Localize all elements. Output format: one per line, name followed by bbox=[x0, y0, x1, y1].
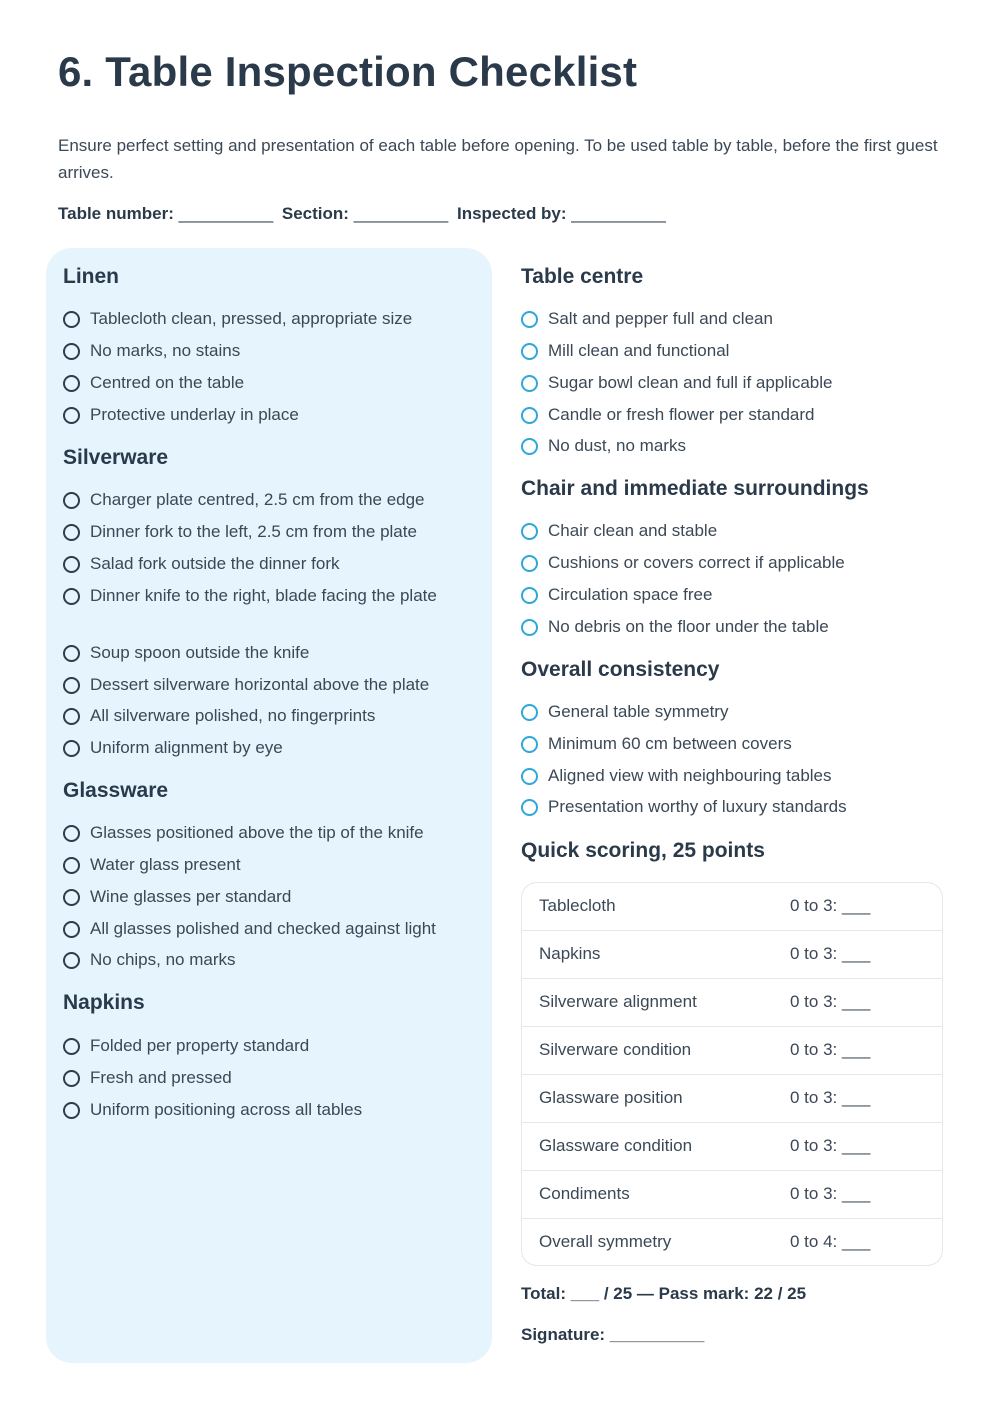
checkbox-circle-icon[interactable] bbox=[63, 921, 80, 938]
checklist-item[interactable]: Folded per property standard bbox=[63, 1033, 490, 1059]
checkbox-circle-icon[interactable] bbox=[521, 438, 538, 455]
checkbox-circle-icon[interactable] bbox=[63, 524, 80, 541]
score-field[interactable]: 0 to 4: ___ bbox=[790, 1232, 871, 1251]
section-heading-silverware: Silverware bbox=[63, 446, 169, 469]
checklist-item[interactable]: Dinner fork to the left, 2.5 cm from the plate bbox=[63, 519, 490, 545]
checkbox-circle-icon[interactable] bbox=[521, 768, 538, 785]
checkbox-circle-icon[interactable] bbox=[63, 343, 80, 360]
score-label: Glassware condition bbox=[539, 1136, 693, 1155]
checkbox-circle-icon[interactable] bbox=[521, 375, 538, 392]
checklist-item[interactable]: Soup spoon outside the knife bbox=[63, 640, 490, 666]
table-row bbox=[522, 1123, 942, 1171]
checklist-item[interactable]: Uniform positioning across all tables bbox=[63, 1097, 490, 1123]
checklist-item[interactable]: All glasses polished and checked against light bbox=[63, 916, 490, 942]
checklist-item[interactable]: Protective underlay in place bbox=[63, 402, 490, 428]
checklist-item[interactable]: Centred on the table bbox=[63, 370, 490, 396]
checkbox-circle-icon[interactable] bbox=[63, 556, 80, 573]
checkbox-circle-icon[interactable] bbox=[63, 375, 80, 392]
checkbox-circle-icon[interactable] bbox=[63, 645, 80, 662]
checkbox-circle-icon[interactable] bbox=[63, 740, 80, 757]
checkbox-circle-icon[interactable] bbox=[63, 407, 80, 424]
score-field[interactable]: 0 to 3: ___ bbox=[790, 1184, 871, 1203]
inspection-meta bbox=[58, 204, 670, 224]
checklist-item[interactable]: No marks, no stains bbox=[63, 338, 490, 364]
checklist-item[interactable]: Mill clean and functional bbox=[521, 338, 948, 364]
checkbox-circle-icon[interactable] bbox=[521, 407, 538, 424]
score-field[interactable]: 0 to 3: ___ bbox=[790, 944, 871, 963]
checklist-item[interactable]: Tablecloth clean, pressed, appropriate size bbox=[63, 306, 490, 332]
checklist-item[interactable]: Circulation space free bbox=[521, 582, 948, 608]
checklist-item[interactable]: Salt and pepper full and clean bbox=[521, 306, 948, 332]
table-row bbox=[522, 931, 942, 979]
table-row bbox=[522, 883, 942, 931]
checkbox-circle-icon[interactable] bbox=[521, 799, 538, 816]
section-heading-scoring: Quick scoring, 25 points bbox=[521, 839, 765, 862]
section-heading-glassware: Glassware bbox=[63, 779, 169, 802]
section-heading-linen: Linen bbox=[63, 265, 119, 288]
section-heading-chair: Chair and immediate surroundings bbox=[521, 477, 869, 500]
checkbox-circle-icon[interactable] bbox=[63, 1038, 80, 1055]
table-row bbox=[522, 979, 942, 1027]
table-number-label: Table number: bbox=[58, 204, 174, 223]
section-heading-table-centre: Table centre bbox=[521, 265, 644, 288]
inspected-by-label: Inspected by: bbox=[456, 204, 567, 223]
table-row bbox=[522, 1027, 942, 1075]
table-number-field[interactable]: __________ bbox=[178, 204, 274, 223]
checklist-item[interactable]: All silverware polished, no fingerprints bbox=[63, 703, 490, 729]
checkbox-circle-icon[interactable] bbox=[521, 704, 538, 721]
score-field[interactable]: 0 to 3: ___ bbox=[790, 1136, 871, 1155]
table-row bbox=[522, 1219, 942, 1266]
checkbox-circle-icon[interactable] bbox=[63, 311, 80, 328]
intro-text: Ensure perfect setting and presentation of each table before opening. To be used table by table, before the first guest arrives. bbox=[58, 136, 938, 182]
page-title: 6. Table Inspection Checklist bbox=[58, 48, 638, 95]
checkbox-circle-icon[interactable] bbox=[63, 889, 80, 906]
score-label: Napkins bbox=[539, 944, 601, 963]
checkbox-circle-icon[interactable] bbox=[521, 311, 538, 328]
checklist-item[interactable]: Minimum 60 cm between covers bbox=[521, 731, 948, 757]
checklist-item[interactable]: No debris on the floor under the table bbox=[521, 614, 948, 640]
total-score[interactable]: Total: ___ / 25 — Pass mark: 22 / 25 bbox=[521, 1284, 807, 1303]
signature-field[interactable]: Signature: __________ bbox=[521, 1325, 705, 1344]
checklist-item[interactable]: Fresh and pressed bbox=[63, 1065, 490, 1091]
checkbox-circle-icon[interactable] bbox=[521, 343, 538, 360]
checkbox-circle-icon[interactable] bbox=[63, 1070, 80, 1087]
score-label: Tablecloth bbox=[539, 896, 616, 915]
checkbox-circle-icon[interactable] bbox=[63, 857, 80, 874]
score-label: Glassware position bbox=[539, 1088, 683, 1107]
checklist-item[interactable]: Salad fork outside the dinner fork bbox=[63, 551, 490, 577]
score-field[interactable]: 0 to 3: ___ bbox=[790, 1088, 871, 1107]
checkbox-circle-icon[interactable] bbox=[63, 825, 80, 842]
checkbox-circle-icon[interactable] bbox=[63, 492, 80, 509]
score-label: Condiments bbox=[539, 1184, 630, 1203]
checklist-item[interactable]: Aligned view with neighbouring tables bbox=[521, 763, 948, 789]
checklist-item[interactable]: Sugar bowl clean and full if applicable bbox=[521, 370, 948, 396]
table-row bbox=[522, 1171, 942, 1219]
section-label: Section: bbox=[281, 204, 349, 223]
checklist-item[interactable]: Dessert silverware horizontal above the plate bbox=[63, 672, 490, 698]
score-label: Overall symmetry bbox=[539, 1232, 672, 1251]
checklist-item[interactable]: Water glass present bbox=[63, 852, 490, 878]
checkbox-circle-icon[interactable] bbox=[521, 619, 538, 636]
checklist-item[interactable]: Glasses positioned above the tip of the knife bbox=[63, 820, 490, 846]
section-heading-consistency: Overall consistency bbox=[521, 658, 720, 681]
checkbox-circle-icon[interactable] bbox=[63, 952, 80, 969]
checkbox-circle-icon[interactable] bbox=[63, 708, 80, 725]
checklist-item[interactable]: No chips, no marks bbox=[63, 947, 490, 973]
score-field[interactable]: 0 to 3: ___ bbox=[790, 992, 871, 1011]
checklist-item[interactable]: Candle or fresh flower per standard bbox=[521, 402, 948, 428]
checkbox-circle-icon[interactable] bbox=[63, 677, 80, 694]
table-row bbox=[522, 1075, 942, 1123]
checklist-item[interactable]: No dust, no marks bbox=[521, 433, 948, 459]
checklist-item[interactable]: Wine glasses per standard bbox=[63, 884, 490, 910]
score-field[interactable]: 0 to 3: ___ bbox=[790, 1040, 871, 1059]
checklist-item[interactable]: Charger plate centred, 2.5 cm from the edge bbox=[63, 487, 490, 513]
section-heading-napkins: Napkins bbox=[63, 991, 145, 1014]
checkbox-circle-icon[interactable] bbox=[63, 588, 80, 605]
checkbox-circle-icon[interactable] bbox=[521, 736, 538, 753]
checklist-item[interactable]: Uniform alignment by eye bbox=[63, 735, 490, 761]
checklist-item[interactable]: Chair clean and stable bbox=[521, 518, 948, 544]
checkbox-circle-icon[interactable] bbox=[521, 555, 538, 572]
checkbox-circle-icon[interactable] bbox=[521, 587, 538, 604]
checklist-item[interactable]: General table symmetry bbox=[521, 699, 948, 725]
checklist-item[interactable]: Cushions or covers correct if applicable bbox=[521, 550, 948, 576]
score-label: Silverware condition bbox=[539, 1040, 692, 1059]
checklist-item[interactable]: Dinner knife to the right, blade facing the plate bbox=[63, 583, 450, 609]
checklist-item[interactable]: Presentation worthy of luxury standards bbox=[521, 794, 948, 820]
checkbox-circle-icon[interactable] bbox=[521, 523, 538, 540]
scoring-table bbox=[521, 882, 943, 1266]
score-field[interactable]: 0 to 3: ___ bbox=[790, 896, 871, 915]
inspected-by-field[interactable]: __________ bbox=[571, 204, 666, 223]
score-label: Silverware alignment bbox=[539, 992, 697, 1011]
section-field[interactable]: __________ bbox=[353, 204, 449, 223]
checkbox-circle-icon[interactable] bbox=[63, 1102, 80, 1119]
